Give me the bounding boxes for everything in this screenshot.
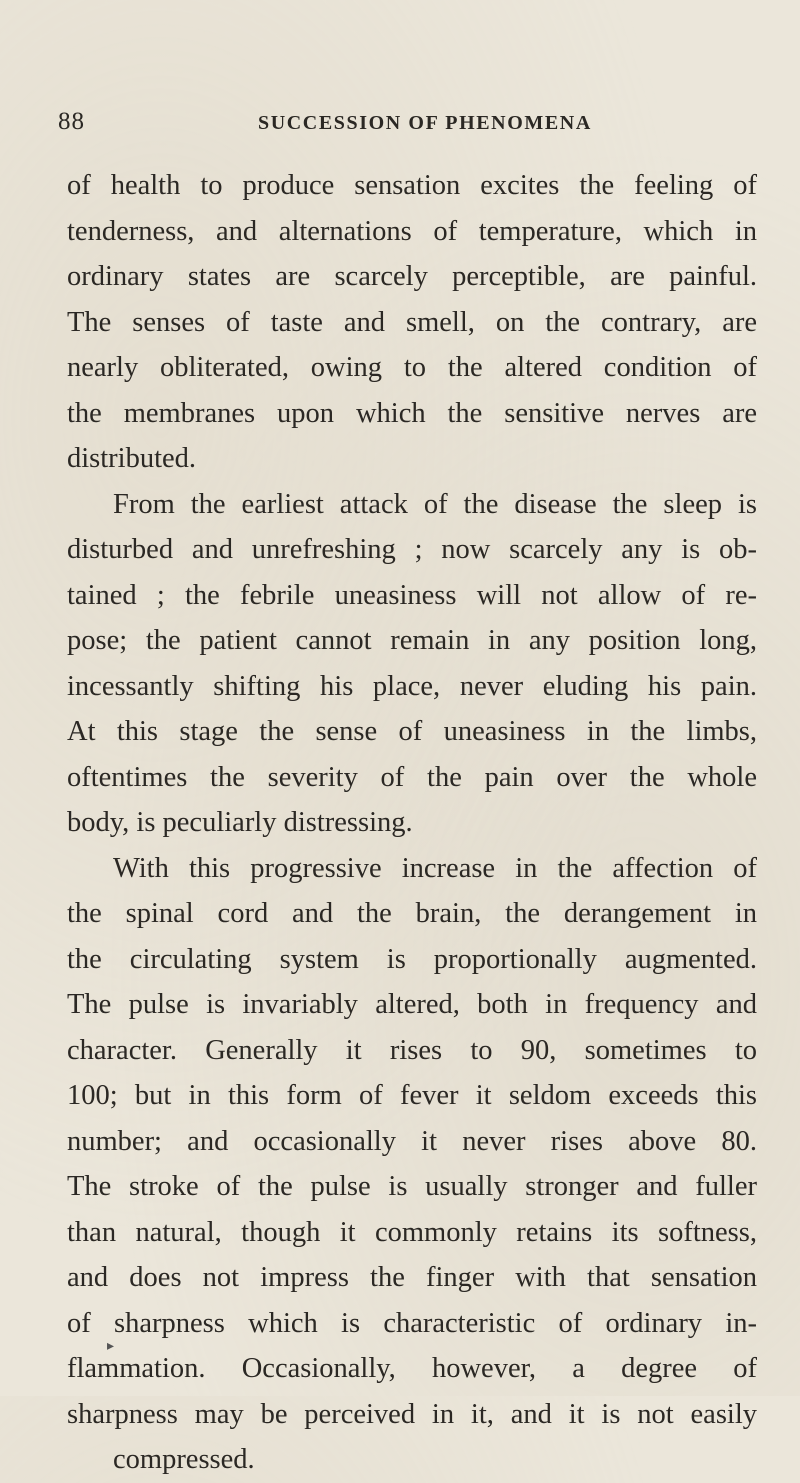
text-line: The pulse is invariably altered, both in frequency and [67,989,757,1020]
text-line: pose; the patient cannot remain in any position long, [67,625,757,656]
text-line: than natural, though it commonly retains its softness, [67,1216,757,1248]
text-line: the spinal cord and the brain, the derangement in [67,898,757,929]
text-line: sharpness may be perceived in it, and it is not easily [67,1398,757,1430]
paragraph-end-line: body, is peculiarly distressing. [67,807,413,838]
text-line: the membranes upon which the sensitive nerves are [67,397,757,429]
text-line: The senses of taste and smell, on the contrary, are [67,306,757,338]
text-line: ordinary states are scarcely perceptible, are painful. [67,261,757,292]
body-text [67,163,757,1483]
text-line: character. Generally it rises to 90, sometimes to [67,1034,757,1066]
text-line: tained ; the febrile uneasiness will not allow of re- [67,579,757,611]
text-line: oftentimes the severity of the pain over the whole [67,761,757,793]
page-number: 88 [58,108,85,135]
text-line: incessantly shifting his place, never eluding his pain. [67,670,757,702]
text-line: nearly obliterated, owing to the altered condition of [67,352,757,383]
text-line: 100; but in this form of fever it seldom exceeds this [67,1080,757,1111]
text-line: The stroke of the pulse is usually stronger and fuller [67,1171,757,1202]
paragraph-end-line: distributed. [67,443,197,474]
running-head [58,108,758,144]
paragraph-start-line: With this progressive increase in the affection of [113,852,757,884]
text-line: the circulating system is proportionally augmented. [67,943,757,975]
text-line: tenderness, and alternations of temperature, which in [67,215,757,247]
text-line: At this stage the sense of uneasiness in the limbs, [67,716,757,747]
text-line: and does not impress the finger with that sensation [67,1262,757,1293]
text-line: of health to produce sensation excites the feeling of [67,170,757,201]
stray-print-mark: ▸ [107,1339,115,1354]
paragraph-end-line: compressed. [113,1444,255,1475]
text-line: of sharpness which is characteristic of ordinary in- [67,1307,757,1339]
text-line: flammation. Occasionally, however, a degree of [67,1353,757,1384]
running-title: SUCCESSION OF PHENOMENA [258,112,592,134]
paragraph-start-line: From the earliest attack of the disease the sleep is [113,488,757,520]
text-line: number; and occasionally it never rises above 80. [67,1125,757,1157]
text-line: disturbed and unrefreshing ; now scarcely any is ob- [67,534,757,565]
